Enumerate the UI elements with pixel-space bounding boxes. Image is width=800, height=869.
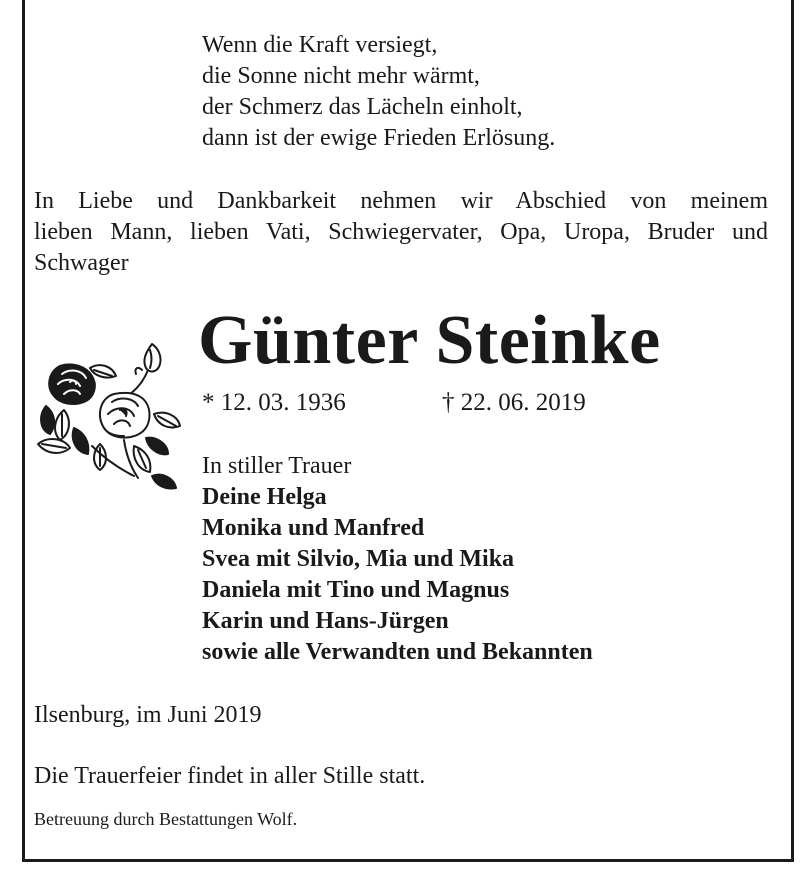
- poem-line: Wenn die Kraft versiegt,: [202, 32, 438, 58]
- funeral-note: Die Trauerfeier findet in aller Stille statt.: [34, 763, 426, 789]
- roses-icon: [34, 336, 184, 492]
- mourner-name: Svea mit Silvio, Mia und Mika: [202, 546, 515, 572]
- death-date: † 22. 06. 2019: [442, 389, 586, 416]
- birth-date: * 12. 03. 1936: [202, 389, 346, 416]
- mourner-name: Deine Helga: [202, 484, 327, 510]
- life-dates: [202, 388, 586, 418]
- place-date: Ilsenburg, im Juni 2019: [34, 702, 262, 728]
- intro-line-2: lieben Mann, lieben Vati, Schwiegervater, Opa, Uropa, Bruder und: [34, 219, 768, 245]
- poem-line: die Sonne nicht mehr wärmt,: [202, 63, 480, 89]
- deceased-name: Günter Steinke: [198, 302, 661, 379]
- intro-line-1: In Liebe und Dankbarkeit nehmen wir Abschied von meinem: [34, 188, 768, 214]
- mourner-name: sowie alle Verwandten und Bekannten: [202, 639, 593, 665]
- intro-line-3: Schwager: [34, 250, 129, 276]
- care-note: Betreuung durch Bestattungen Wolf.: [34, 809, 298, 829]
- mourners-heading: In stiller Trauer: [202, 453, 352, 479]
- mourner-name: Karin und Hans-Jürgen: [202, 608, 449, 634]
- mourner-name: Daniela mit Tino und Magnus: [202, 577, 510, 603]
- mourners: [202, 451, 593, 668]
- mourner-name: Monika und Manfred: [202, 515, 425, 541]
- intro-text: [34, 186, 768, 279]
- poem: [202, 30, 555, 154]
- poem-line: dann ist der ewige Frieden Erlösung.: [202, 125, 556, 151]
- poem-line: der Schmerz das Lächeln einholt,: [202, 94, 523, 120]
